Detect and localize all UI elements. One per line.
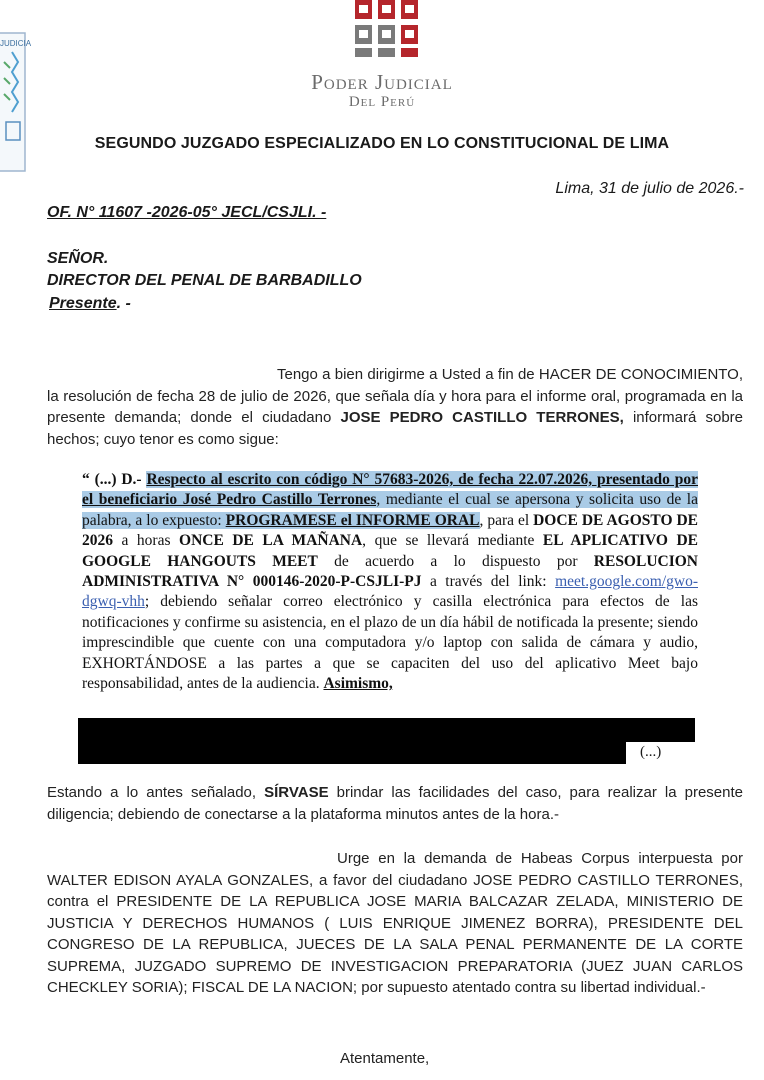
quote-ellipsis: (...)	[640, 744, 662, 760]
recipient-presente: Presente. -	[49, 295, 131, 312]
request-paragraph: Estando a lo antes señalado, SÍRVASE brindar las facilidades del caso, para realizar la presente diligencia; debiendo de conectarse a la plataforma minutos antes de la hora.-	[47, 784, 743, 823]
meet-link[interactable]: meet.google.com/gwo-dgwq-vhh	[82, 573, 698, 611]
recipient-salutation: SEÑOR.	[47, 250, 109, 267]
intro-paragraph: Tengo a bien dirigirme a Usted a fin de HACER DE CONOCIMIENTO, la resolución de fecha 28 de julio de 2026, que señala día y hora para el informe oral, programada en la presente demanda; donde el ciudadano JOSE PEDRO CASTILLO TERRONES, informará sobre hechos; cuyo tenor es como sigue:	[47, 366, 743, 448]
institution-name: Poder Judicial	[311, 70, 453, 94]
quoted-resolution: “ (...) D.- Respecto al escrito con código N° 57683-2026, de fecha 22.07.2026, presentado por el beneficiario José Pedro Castillo Terrones, mediante el cual se apersona y solicita uso de la palabra, a lo expuesto: PROGRAMESE el INFORME ORAL, para el DOCE DE AGOSTO DE 2026 a horas ONCE DE LA MAÑANA, que se llevará mediante EL APLICATIVO DE GOOGLE HANGOUTS MEET de acuerdo a lo dispuesto por RESOLUCION ADMINISTRATIVA N° 000146-2020-P-CSJLI-PJ a través del link: meet.google.com/gwo-dgwq-vhh; debiendo señalar correo electrónico y casilla electrónica para efectos de las notificaciones y confirme su asistencia, en el plazo de un día hábil de notificada la presente; siendo imprescindible que cuente con una computadora y/o laptop con salida de cámara y audio, EXHORTÁNDOSE a las partes a que se capaciten del uso del aplicativo Meet bajo responsabilidad, antes de la audiencia. Asimismo,	[82, 471, 699, 693]
recipient-title: DIRECTOR DEL PENAL DE BARBADILLO	[47, 272, 362, 289]
case-paragraph: Urge en la demanda de Habeas Corpus interpuesta por WALTER EDISON AYALA GONZALES, a favor del ciudadano JOSE PEDRO CASTILLO TERRONES, contra el PRESIDENTE DE LA REPUBLICA JOSE MARIA BALCAZAR ZELADA, MINISTERIO DE JUSTICIA Y DERECHOS HUMANOS ( LUIS ENRIQUE JIMENEZ BORRA), PRESIDENTE DEL CONGRESO DE LA REPUBLICA, JUECES DE LA SALA PENAL PERMANENTE DE LA CORTE SUPREMA, JUZGADO SUPREMO DE INVESTIGACION PREPARATORIA (JUEZ JUAN CARLOS CHECKLEY SORIA); FISCAL DE LA NACION; por supuesto atentado contra su libertad individual.-	[47, 850, 743, 996]
redaction-bar	[78, 742, 626, 764]
document-date: Lima, 31 de julio de 2026.-	[555, 180, 744, 197]
closing-salutation: Atentamente,	[340, 1050, 430, 1067]
redaction-bar	[78, 718, 695, 742]
stamp-text: JUDICIA	[0, 39, 32, 48]
institution-subtitle: Del Perú	[348, 94, 416, 110]
court-title: SEGUNDO JUZGADO ESPECIALIZADO EN LO CONSTITUCIONAL DE LIMA	[94, 135, 670, 152]
oficio-number: OF. N° 11607 -2026-05° JECL/CSJLI. -	[47, 204, 327, 221]
poder-judicial-logo-icon	[340, 0, 440, 62]
